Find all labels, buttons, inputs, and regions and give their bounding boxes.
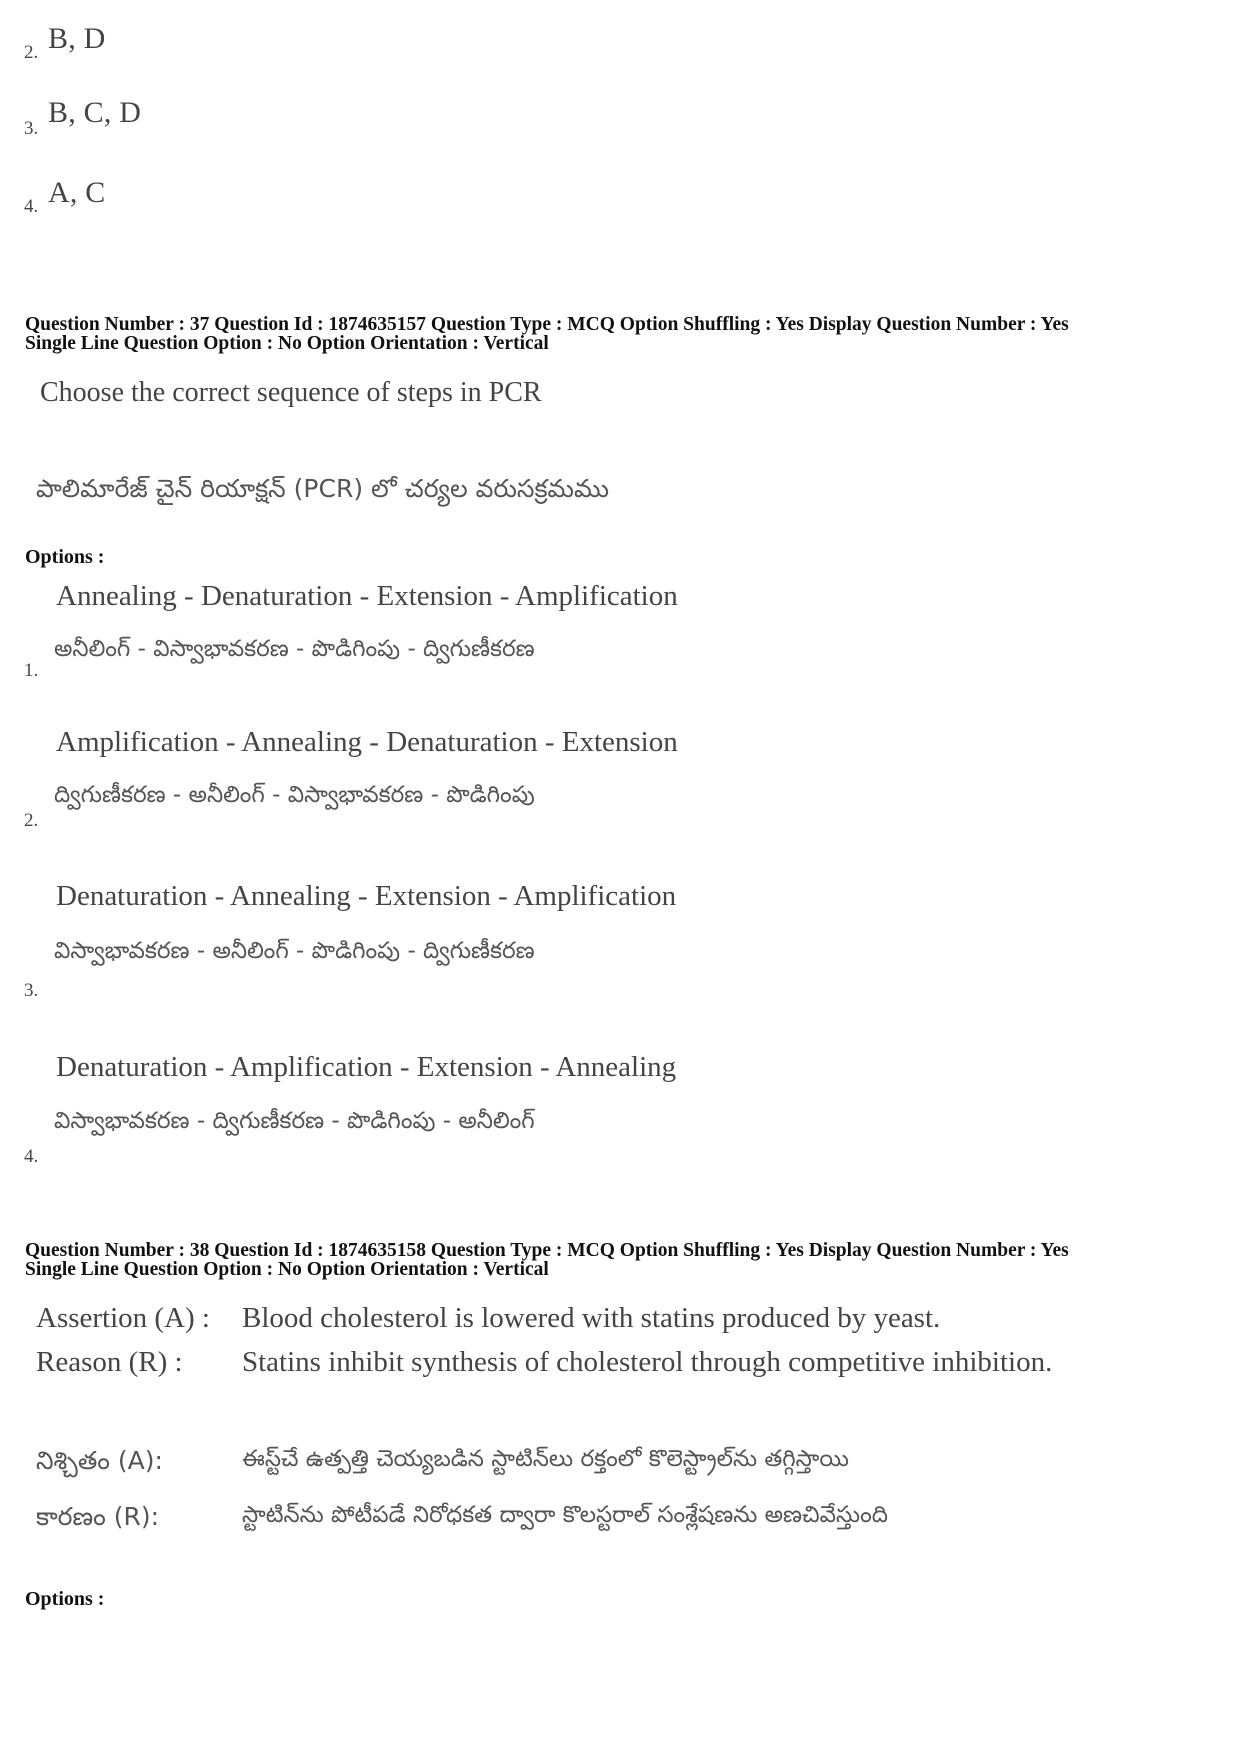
q37-option3-te: విస్వాభావకరణ - అనీలింగ్ - పొడిగింపు - ద్విగుణీకరణ [54, 938, 535, 964]
option-number: 3. [24, 118, 39, 139]
q37-option3-number: 3. [24, 980, 39, 1001]
q37-meta-line2: Single Line Question Option : No Option Orientation : Vertical [25, 333, 549, 354]
option-text: B, C, D [48, 96, 142, 129]
q37-question-te: పాలిమారేజ్ చైన్ రియాక్షన్ (PCR) లో చర్యల వరుసక్రమము [36, 474, 610, 503]
q38-meta-line2: Single Line Question Option : No Option Orientation : Vertical [25, 1259, 549, 1280]
q38-assertion-text: Blood cholesterol is lowered with statins produced by yeast. [242, 1302, 941, 1334]
q38-assertion-label: Assertion (A) : [36, 1302, 210, 1334]
q37-option2-en: Amplification - Annealing - Denaturation - Extension [56, 726, 678, 758]
q38-assertion-te-text: ఈస్ట్‌చే ఉత్పత్తి చెయ్యబడిన స్టాటిన్‌లు రక్తంలో కొలెస్ట్రాల్‌ను తగ్గిస్తాయి [242, 1446, 849, 1472]
q37-options-label: Options : [25, 546, 105, 568]
option-text: A, C [48, 176, 106, 209]
q38-assertion-te-label: నిశ్చితం (A): [36, 1446, 163, 1475]
q37-option1-te: అనీలింగ్ - విస్వాభావకరణ - పొడిగింపు - ద్విగుణీకరణ [54, 636, 535, 662]
q38-reason-te-text: స్టాటిన్‌ను పోటీపడే నిరోధకత ద్వారా కొలస్టరాల్ సంశ్లేషణను అణచివేస్తుంది [242, 1502, 888, 1528]
option-number: 2. [24, 42, 39, 63]
q37-option1-number: 1. [24, 660, 39, 681]
q37-option4-number: 4. [24, 1146, 39, 1167]
q38-reason-label: Reason (R) : [36, 1346, 183, 1378]
q37-option3-en: Denaturation - Annealing - Extension - Amplification [56, 880, 677, 912]
q37-option4-te: విస్వాభావకరణ - ద్విగుణీకరణ - పొడిగింపు - అనీలింగ్ [54, 1108, 535, 1134]
q37-option4-en: Denaturation - Amplification - Extension - Annealing [56, 1051, 677, 1083]
q37-meta-line1: Question Number : 37 Question Id : 1874635157 Question Type : MCQ Option Shuffling : Yes Display Question Number : Yes [25, 314, 1069, 335]
q37-option2-number: 2. [24, 810, 39, 831]
q38-options-label: Options : [25, 1588, 105, 1610]
q37-question-en: Choose the correct sequence of steps in PCR [40, 377, 542, 408]
q38-reason-te-label: కారణం (R): [36, 1502, 160, 1531]
option-number: 4. [24, 196, 39, 217]
q38-reason-text: Statins inhibit synthesis of cholesterol through competitive inhibition. [242, 1346, 1053, 1378]
option-text: B, D [48, 22, 106, 55]
q38-meta-line1: Question Number : 38 Question Id : 1874635158 Question Type : MCQ Option Shuffling : Yes Display Question Number : Yes [25, 1240, 1069, 1261]
q37-option1-en: Annealing - Denaturation - Extension - Amplification [56, 580, 678, 612]
q37-option2-te: ద్విగుణీకరణ - అనీలింగ్ - విస్వాభావకరణ - పొడిగింపు [54, 782, 535, 808]
